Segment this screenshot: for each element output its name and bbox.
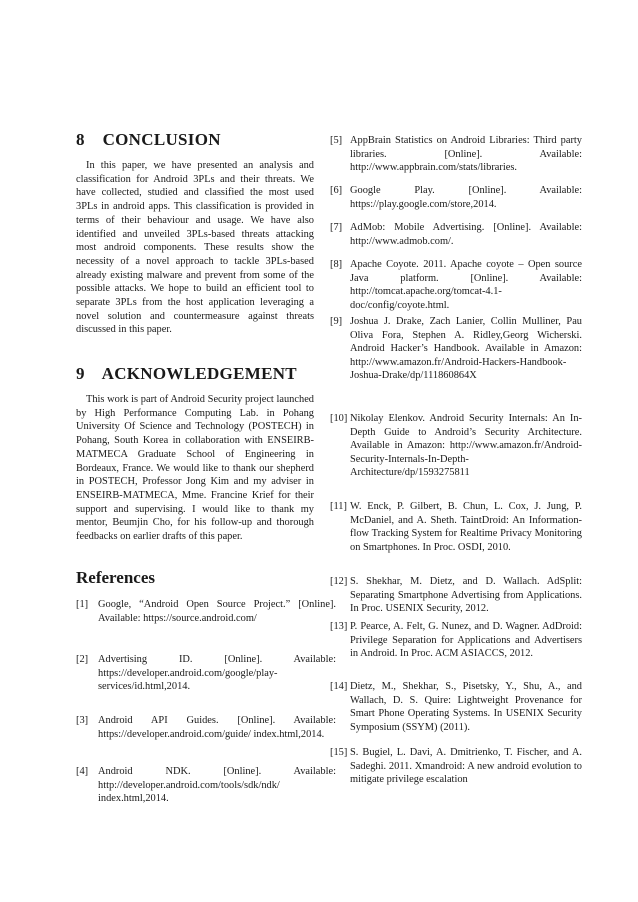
reference-label: [15] — [330, 747, 348, 758]
reference-item — [330, 575, 582, 616]
reference-item — [330, 412, 582, 480]
acknowledgement-heading — [76, 364, 314, 384]
reference-text: S. Shekhar, M. Dietz, and D. Wallach. AdSplit: Separating Smartphone Advertising from Applications. In Proc. USENIX Security, 2012. — [350, 576, 582, 615]
conclusion-body: In this paper, we have presented an analysis and classification for Android 3PLs and their threats. We have collected, studied and classified the most used 3PLs in android apps. This classification is provided in terms of their behaviour and usage. We have also identified and unveiled 3PLs-based threats attacking most android components. These results show the necessity of a novel approach to tackle 3PLs-based already existing malware and prevent from some of the possible attacks. We hope to build an efficient tool to separate 3PLs from the host application leveraging a novel solution and countermeasure against threats discussed in this paper. — [76, 160, 314, 336]
acknowledgement-section — [76, 364, 314, 544]
reference-label: [12] — [330, 576, 348, 587]
reference-label: [4] — [76, 766, 89, 777]
reference-item — [330, 620, 582, 661]
reference-item — [330, 221, 582, 248]
reference-label: [7] — [330, 222, 343, 233]
reference-label: [11] — [330, 501, 347, 512]
references-heading: References — [76, 568, 155, 587]
reference-item — [330, 315, 582, 383]
reference-label: [13] — [330, 621, 348, 632]
reference-text: Dietz, M., Shekhar, S., Pisetsky, Y., Shu, A., and Wallach, D. S. Quire: Lightweight Provenance for Smart Phone Operating Systems. In USENIX Security Symposium (SSYM) (2011). — [350, 681, 582, 733]
reference-label: [8] — [330, 259, 343, 270]
acknowledgement-number: 9 — [76, 364, 85, 383]
references-section — [76, 568, 314, 588]
reference-item — [330, 184, 582, 211]
conclusion-section — [76, 130, 314, 337]
acknowledgement-title: ACKNOWLEDGEMENT — [101, 364, 297, 383]
reference-text: AdMob: Mobile Advertising. [Online]. Available: http://www.admob.com/. — [350, 222, 582, 247]
reference-label: [9] — [330, 316, 343, 327]
reference-label: [3] — [76, 715, 89, 726]
reference-text: Google, “Android Open Source Project.” [Online]. Available: https://source.android.com/ — [98, 599, 336, 624]
reference-text: S. Bugiel, L. Davi, A. Dmitrienko, T. Fischer, and A. Sadeghi. 2011. Xmandroid: A new android evolution to mitigate privilege escalation — [350, 747, 582, 786]
reference-label: [5] — [330, 135, 343, 146]
reference-item — [330, 258, 582, 312]
reference-text: Google Play. [Online]. Available: https://play.google.com/store,2014. — [350, 185, 582, 210]
reference-label: [10] — [330, 413, 348, 424]
reference-item — [76, 714, 336, 741]
reference-label: [2] — [76, 654, 89, 665]
acknowledgement-body: This work is part of Android Security project launched by High Performance Computing Lab. in Pohang University Of Science and Technology (POSTECH) in Pohang, South Korea in collaboration with ENSEIRB-MATMECA Graduate School of Engineering in Bordeaux, France. We would like to thank our shepherd in POSTECH, Professor Jong Kim and my adviser in ENSEIRB-MATMECA, Mme. Francine Krief for their support and supervising. I would like to thank my mentor, Beumjin Cho, for his follow-up and thorough feedbacks on earlier drafts of this paper. — [76, 394, 314, 543]
reference-text: P. Pearce, A. Felt, G. Nunez, and D. Wagner. AdDroid: Privilege Separation for Applications and Advertisers in Android. In Proc. ACM ASIACCS, 2012. — [350, 621, 582, 660]
reference-text: AppBrain Statistics on Android Libraries: Third party libraries. [Online]. Available: http://www.appbrain.com/stats/libraries. — [350, 135, 582, 174]
reference-label: [14] — [330, 681, 348, 692]
reference-text: Android NDK. [Online]. Available: http://developer.android.com/tools/sdk/ndk/ index.html,2014. — [98, 766, 336, 805]
reference-text: Apache Coyote. 2011. Apache coyote – Open source Java platform. [Online]. Available: http://tomcat.apache.org/tomcat-4.1-doc/config/coyote.html. — [350, 259, 582, 311]
reference-text: Android API Guides. [Online]. Available: https://developer.android.com/guide/ index.html,2014. — [98, 715, 336, 740]
conclusion-title: CONCLUSION — [102, 130, 221, 149]
reference-text: Joshua J. Drake, Zach Lanier, Collin Mulliner, Pau Oliva Fora, Stephen A. Ridley,Georg Wicherski. Android Hacker’s Handbook. Available in Amazon: http://www.amazon.fr/Android-Hackers-Handbook-Joshua-Drake/dp/111860864X — [350, 316, 582, 382]
reference-text: Nikolay Elenkov. Android Security Internals: An In-Depth Guide to Android’s Security Architecture. Available in Amazon: http://www.amazon.fr/Android-Security-Internals-In-Depth-Architecture/dp/1593275811 — [350, 413, 582, 479]
reference-text: W. Enck, P. Gilbert, B. Chun, L. Cox, J. Jung, P. McDaniel, and A. Sheth. TaintDroid: An Information-flow Tracking System for Realtime Privacy Monitoring on Smartphones. In Proc. OSDI, 2010. — [350, 501, 582, 553]
reference-item — [76, 598, 336, 625]
reference-item — [330, 680, 582, 734]
reference-item — [76, 653, 336, 694]
conclusion-number: 8 — [76, 130, 85, 149]
reference-item — [330, 134, 582, 175]
reference-item — [330, 500, 582, 554]
reference-text: Advertising ID. [Online]. Available: https://developer.android.com/google/play-services/id.html,2014. — [98, 654, 336, 693]
reference-label: [1] — [76, 599, 89, 610]
reference-label: [6] — [330, 185, 343, 196]
conclusion-heading — [76, 130, 314, 150]
reference-item — [330, 746, 582, 787]
reference-item — [76, 765, 336, 806]
